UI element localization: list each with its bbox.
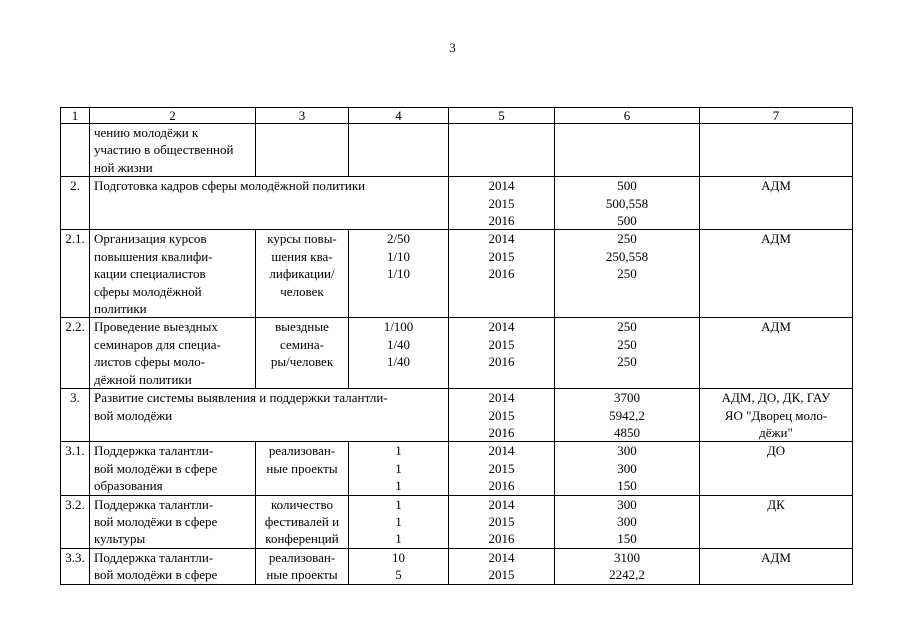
- indicator-value: 1/40: [386, 354, 411, 370]
- row-number: 3.2.: [61, 495, 90, 548]
- text-line: дёжи": [759, 424, 793, 440]
- year: 2014: [488, 178, 515, 194]
- table-row: [61, 548, 853, 584]
- funding-value: 3700: [614, 390, 640, 406]
- indicator: [256, 442, 349, 495]
- text-line: политики: [94, 301, 147, 317]
- section-title: [90, 389, 449, 442]
- funding: [555, 389, 700, 442]
- text-line: вой молодёжи в сфере: [94, 460, 218, 476]
- funding: [555, 495, 700, 548]
- table-row: [61, 495, 853, 548]
- table-row: [61, 230, 853, 318]
- text-line: Поддержка талантли-: [94, 496, 214, 512]
- activity-name: [90, 495, 256, 548]
- funding-value: 250: [617, 336, 637, 352]
- text-line: дёжной политики: [94, 371, 192, 387]
- indicator-values: [349, 318, 449, 389]
- year: 2015: [488, 460, 515, 476]
- column-header: 2: [90, 108, 256, 124]
- text-line: человек: [280, 283, 324, 299]
- executor: ДО: [700, 442, 853, 495]
- text-line: реализован-: [268, 443, 336, 459]
- text-line: АДМ, ДО, ДК, ГАУ: [721, 390, 831, 406]
- year: 2015: [488, 248, 515, 264]
- program-activities-table: [60, 107, 853, 585]
- funding: [555, 124, 700, 177]
- text-line: вой молодёжи в сфере: [94, 567, 218, 583]
- executor: [700, 124, 853, 177]
- funding-value: 150: [617, 531, 637, 547]
- year: 2015: [488, 513, 515, 529]
- indicator-value: 10: [392, 549, 405, 565]
- years: [449, 495, 555, 548]
- text-line: чению молодёжи к: [94, 125, 199, 140]
- activity-name: [90, 124, 256, 177]
- funding: [555, 318, 700, 389]
- section-title: Подготовка кадров сферы молодёжной политики: [90, 177, 449, 230]
- executor: АДМ: [700, 230, 853, 318]
- year: 2016: [488, 266, 515, 282]
- activity-name: [90, 318, 256, 389]
- indicator-value: 1/10: [386, 266, 411, 282]
- text-line: лификации/: [269, 266, 335, 282]
- table-row: [61, 177, 853, 230]
- indicator-value: 2/50: [386, 231, 411, 247]
- text-line: шения ква-: [271, 248, 333, 264]
- indicator-value: 1/40: [386, 336, 411, 352]
- row-number: 3.1.: [61, 442, 90, 495]
- year: 2014: [488, 443, 515, 459]
- text-line: образования: [94, 478, 163, 494]
- indicator: [256, 548, 349, 584]
- funding-value: 500: [617, 178, 637, 194]
- funding-value: 150: [617, 478, 637, 494]
- text-line: кации специалистов: [94, 266, 206, 282]
- funding-value: 300: [617, 460, 637, 476]
- text-line: листов сферы моло-: [94, 354, 206, 370]
- text-line: выездные: [275, 319, 329, 335]
- text-line: ные проекты: [266, 460, 338, 476]
- funding-value: 500: [617, 213, 637, 229]
- column-header: 3: [256, 108, 349, 124]
- indicator-value: 1/10: [386, 248, 411, 264]
- years: [449, 389, 555, 442]
- funding: [555, 177, 700, 230]
- year: 2015: [488, 407, 515, 423]
- years: [449, 318, 555, 389]
- text-line: ные проекты: [266, 567, 338, 583]
- text-line: вой молодёжи в сфере: [94, 513, 218, 529]
- indicator-value: 1: [395, 443, 402, 459]
- indicator-value: 1: [395, 460, 402, 476]
- year: 2014: [488, 549, 515, 565]
- page-number: 3: [449, 40, 456, 55]
- text-line: семинаров для специа-: [94, 336, 221, 352]
- indicator-values: [349, 124, 449, 177]
- executor: АДМ: [700, 548, 853, 584]
- row-number: 3.: [61, 389, 90, 442]
- text-line: семина-: [280, 336, 324, 352]
- year: 2014: [488, 319, 515, 335]
- column-header: 6: [555, 108, 700, 124]
- year: 2015: [488, 336, 515, 352]
- executor: АДМ: [700, 318, 853, 389]
- indicator-value: 1: [395, 531, 402, 547]
- column-header: 5: [449, 108, 555, 124]
- text-line: Развитие системы выявления и поддержки талантли-: [94, 390, 388, 406]
- indicator-values: [349, 495, 449, 548]
- row-number: 2.1.: [61, 230, 90, 318]
- executor: АДМ: [700, 177, 853, 230]
- funding-value: 300: [617, 443, 637, 459]
- activity-name: [90, 230, 256, 318]
- indicator-value: 5: [395, 567, 402, 583]
- years: [449, 442, 555, 495]
- indicator-values: [349, 442, 449, 495]
- year: 2016: [488, 531, 515, 547]
- text-line: вой молодёжи: [94, 407, 173, 423]
- table-row: [61, 124, 853, 177]
- text-line: курсы повы-: [267, 231, 337, 247]
- text-line: Поддержка талантли-: [94, 549, 214, 565]
- indicator: [256, 124, 349, 177]
- text-line: фестивалей и: [264, 513, 340, 529]
- funding-value: 4850: [614, 424, 640, 440]
- indicator-values: [349, 230, 449, 318]
- activity-name: [90, 548, 256, 584]
- row-number: [61, 124, 90, 177]
- text-line: ЯО "Дворец моло-: [724, 407, 828, 423]
- column-header: 4: [349, 108, 449, 124]
- funding-value: 500,558: [605, 195, 649, 211]
- table-row: [61, 318, 853, 389]
- indicator: [256, 230, 349, 318]
- indicator-value: 1: [395, 513, 402, 529]
- year: 2015: [488, 567, 515, 583]
- funding-value: 300: [617, 496, 637, 512]
- executor: ДК: [700, 495, 853, 548]
- funding: [555, 548, 700, 584]
- year: 2016: [488, 424, 515, 440]
- funding-value: 250: [617, 319, 637, 335]
- row-number: 2.: [61, 177, 90, 230]
- funding-value: 250,558: [605, 248, 649, 264]
- year: 2016: [488, 213, 515, 229]
- funding-value: 250: [617, 231, 637, 247]
- text-line: реализован-: [268, 549, 336, 565]
- text-line: участию в общественной: [94, 142, 234, 158]
- text-line: конференций: [265, 531, 339, 547]
- text-line: Организация курсов: [94, 231, 207, 247]
- indicator-value: 1: [395, 496, 402, 512]
- year: 2014: [488, 231, 515, 247]
- indicator-values: [349, 548, 449, 584]
- executor: [700, 389, 853, 442]
- funding-value: 2242,2: [609, 567, 645, 583]
- indicator: [256, 495, 349, 548]
- funding-value: 300: [617, 513, 637, 529]
- text-line: ной жизни: [94, 159, 153, 175]
- funding-value: 3100: [614, 549, 640, 565]
- indicator-value: 1/100: [383, 319, 414, 335]
- funding-value: 5942,2: [609, 407, 645, 423]
- funding-value: 250: [617, 266, 637, 282]
- year: 2015: [488, 195, 515, 211]
- table-row: [61, 442, 853, 495]
- funding: [555, 442, 700, 495]
- text-line: культуры: [94, 531, 146, 547]
- text-line: повышения квалифи-: [94, 248, 213, 264]
- years: [449, 177, 555, 230]
- text-line: Поддержка талантли-: [94, 443, 214, 459]
- years: [449, 548, 555, 584]
- activity-name: [90, 442, 256, 495]
- year: 2014: [488, 390, 515, 406]
- row-number: 3.3.: [61, 548, 90, 584]
- indicator-value: 1: [395, 478, 402, 494]
- text-line: Проведение выездных: [94, 319, 218, 335]
- table-row: [61, 389, 853, 442]
- text-line: ры/человек: [270, 354, 334, 370]
- years: [449, 124, 555, 177]
- funding-value: 250: [617, 354, 637, 370]
- column-header: 7: [700, 108, 853, 124]
- year: 2016: [488, 478, 515, 494]
- text-line: сферы молодёжной: [94, 283, 202, 299]
- indicator: [256, 318, 349, 389]
- years: [449, 230, 555, 318]
- table-header-row: [61, 108, 853, 124]
- year: 2014: [488, 496, 515, 512]
- row-number: 2.2.: [61, 318, 90, 389]
- funding: [555, 230, 700, 318]
- text-line: количество: [270, 496, 334, 512]
- column-header: 1: [61, 108, 90, 124]
- year: 2016: [488, 354, 515, 370]
